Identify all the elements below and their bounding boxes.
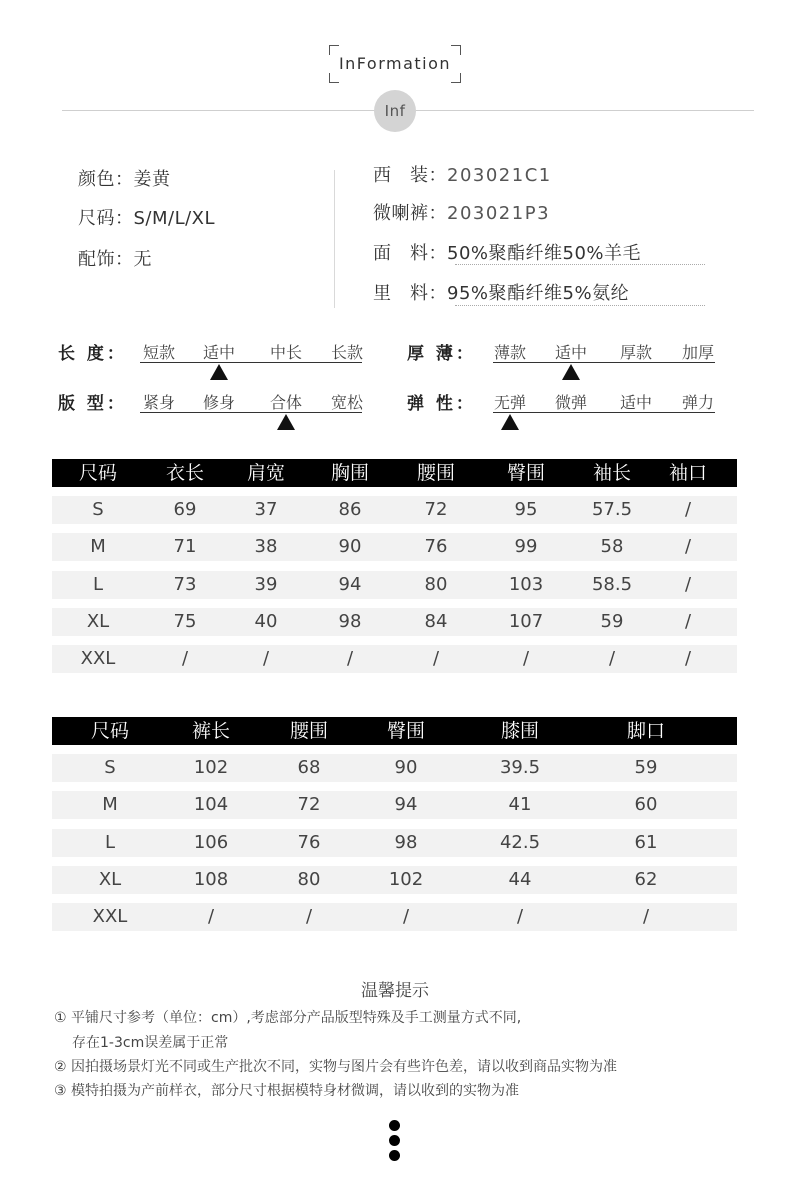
table-cell: L bbox=[92, 573, 104, 595]
table-cell: 75 bbox=[173, 610, 197, 632]
fit-option: 紧身 bbox=[142, 393, 175, 412]
table-row bbox=[52, 791, 737, 819]
table-cell: 108 bbox=[193, 868, 229, 890]
table-cell: 73 bbox=[173, 573, 197, 595]
table-cell: 71 bbox=[173, 536, 197, 558]
table-cell: 94 bbox=[394, 794, 418, 816]
length-option: 中长 bbox=[269, 343, 302, 362]
elasticity-option: 适中 bbox=[619, 393, 652, 412]
table-cell: 72 bbox=[297, 794, 321, 816]
table-row bbox=[52, 903, 737, 931]
accessory-value: 无 bbox=[133, 249, 152, 270]
length-option: 短款 bbox=[142, 343, 175, 362]
fit-option: 修身 bbox=[202, 393, 235, 412]
header-cell: 胸围 bbox=[330, 462, 370, 484]
table-cell: 42.5 bbox=[499, 831, 541, 853]
table-cell: / bbox=[684, 536, 692, 558]
table-cell: 76 bbox=[424, 536, 448, 558]
color-row bbox=[78, 165, 171, 191]
indicator-triangle-icon bbox=[501, 414, 519, 430]
table-cell: / bbox=[684, 573, 692, 595]
table-cell: 60 bbox=[634, 794, 658, 816]
indicator-triangle-icon bbox=[562, 364, 580, 380]
table-cell: 106 bbox=[193, 831, 229, 853]
header-cell: 膝围 bbox=[500, 720, 540, 742]
note-3: ③ 模特拍摄为产前样衣，部分尺寸根据模特身材微调，请以收到的实物为准 bbox=[54, 1083, 519, 1099]
table-cell: M bbox=[90, 536, 106, 558]
table-row bbox=[52, 496, 737, 524]
thickness-option: 加厚 bbox=[681, 343, 714, 362]
pants-label: 微喇裤： bbox=[373, 203, 447, 224]
table-cell: S bbox=[104, 757, 116, 778]
table-cell: / bbox=[181, 648, 189, 670]
header-cell: 腰围 bbox=[289, 720, 329, 742]
header-cell: 裤长 bbox=[191, 720, 231, 742]
table-cell: 99 bbox=[514, 536, 538, 558]
table-cell: / bbox=[305, 906, 313, 928]
table-header bbox=[52, 459, 737, 487]
table-cell: 59 bbox=[634, 757, 658, 778]
header-cell: 腰围 bbox=[416, 462, 456, 484]
table-cell: / bbox=[684, 610, 692, 632]
table-cell: 44 bbox=[508, 868, 532, 890]
table-cell: 90 bbox=[394, 757, 418, 778]
thickness-label: 厚 薄： bbox=[407, 344, 476, 364]
length-option: 适中 bbox=[202, 343, 235, 362]
lining-underline bbox=[455, 305, 705, 306]
fabric-value: 50%聚酯纤维50%羊毛 bbox=[447, 243, 642, 264]
length-label: 长 度： bbox=[58, 344, 127, 364]
elasticity-option: 微弹 bbox=[554, 393, 587, 412]
table-cell: 107 bbox=[508, 610, 544, 632]
fit-option: 合体 bbox=[269, 393, 302, 412]
table-cell: M bbox=[102, 794, 118, 816]
table-cell: XL bbox=[86, 610, 110, 632]
table-cell: 98 bbox=[338, 610, 362, 632]
table-cell: / bbox=[262, 648, 270, 670]
header-cell: 臀围 bbox=[386, 720, 426, 742]
table-row bbox=[52, 829, 737, 857]
table-cell: 102 bbox=[388, 868, 424, 890]
table-cell: 62 bbox=[634, 868, 658, 890]
table-row bbox=[52, 608, 737, 636]
accessory-label: 配饰： bbox=[78, 249, 134, 270]
table-row bbox=[52, 754, 737, 782]
table-cell: 90 bbox=[338, 536, 362, 558]
table-cell: XXL bbox=[92, 906, 128, 928]
elasticity-label: 弹 性： bbox=[407, 394, 476, 414]
size-value: S/M/L/XL bbox=[133, 208, 216, 229]
table-cell: 37 bbox=[254, 499, 278, 520]
table-cell: 39 bbox=[254, 573, 278, 595]
thickness-line bbox=[493, 362, 715, 363]
fit-option: 宽松 bbox=[330, 393, 363, 412]
suit-value: 203021C1 bbox=[447, 165, 552, 186]
table-cell: S bbox=[92, 499, 104, 520]
thickness-option: 薄款 bbox=[493, 343, 526, 362]
fit-line bbox=[140, 412, 362, 413]
table-cell: / bbox=[642, 906, 650, 928]
table-cell: 40 bbox=[254, 610, 278, 632]
note-1: ① 平铺尺寸参考（单位：cm）,考虑部分产品版型特殊及手工测量方式不同, bbox=[54, 1010, 522, 1026]
fit-label: 版 型： bbox=[58, 394, 127, 414]
info-badge: Inf bbox=[374, 90, 416, 132]
table-cell: / bbox=[207, 906, 215, 928]
indicator-triangle-icon bbox=[210, 364, 228, 380]
color-label: 颜色： bbox=[78, 169, 134, 190]
table-cell: 41 bbox=[508, 794, 532, 816]
table-cell: 59 bbox=[600, 610, 624, 632]
table-cell: 58.5 bbox=[591, 573, 633, 595]
section-title: InFormation bbox=[338, 54, 452, 73]
color-value: 姜黄 bbox=[133, 169, 171, 190]
table-cell: 72 bbox=[424, 499, 448, 520]
table-cell: / bbox=[608, 648, 616, 670]
table-cell: 95 bbox=[514, 499, 538, 520]
header-cell: 袖长 bbox=[592, 462, 632, 484]
lining-label: 里 料： bbox=[373, 283, 447, 304]
fabric-label: 面 料： bbox=[373, 243, 447, 264]
header-cell: 尺码 bbox=[78, 462, 118, 484]
table-cell: L bbox=[104, 831, 116, 853]
table-cell: 57.5 bbox=[591, 499, 633, 520]
table-cell: 102 bbox=[193, 757, 229, 778]
note-1-cont: 存在1-3cm误差属于正常 bbox=[72, 1035, 229, 1051]
table-cell: 94 bbox=[338, 573, 362, 595]
info-separator bbox=[334, 170, 335, 308]
table-cell: / bbox=[516, 906, 524, 928]
header-cell: 袖口 bbox=[668, 462, 708, 484]
table-cell: / bbox=[402, 906, 410, 928]
fabric-row bbox=[373, 239, 641, 265]
notes-title: 温馨提示 bbox=[361, 981, 429, 1001]
fabric-underline bbox=[455, 264, 705, 265]
suit-row bbox=[373, 161, 552, 187]
indicator-triangle-icon bbox=[277, 414, 295, 430]
thickness-option: 厚款 bbox=[619, 343, 652, 362]
suit-label: 西 装： bbox=[373, 165, 447, 186]
lining-value: 95%聚酯纤维5%氨纶 bbox=[447, 283, 630, 304]
table-cell: 98 bbox=[394, 831, 418, 853]
table-row bbox=[52, 645, 737, 673]
table-cell: 69 bbox=[173, 499, 197, 520]
table-cell: XL bbox=[98, 868, 122, 890]
table-cell: / bbox=[432, 648, 440, 670]
table-cell: / bbox=[346, 648, 354, 670]
table-cell: 39.5 bbox=[499, 757, 541, 778]
elasticity-option: 弹力 bbox=[681, 393, 714, 412]
table-header bbox=[52, 717, 737, 745]
pants-row bbox=[373, 199, 550, 225]
header-cell: 臀围 bbox=[506, 462, 546, 484]
table-cell: 68 bbox=[297, 757, 321, 778]
table-cell: 84 bbox=[424, 610, 448, 632]
size-row bbox=[78, 204, 215, 230]
table-cell: 76 bbox=[297, 831, 321, 853]
table-cell: / bbox=[522, 648, 530, 670]
table-row bbox=[52, 571, 737, 599]
header-cell: 肩宽 bbox=[246, 462, 286, 484]
table-cell: 86 bbox=[338, 499, 362, 520]
table-row bbox=[52, 866, 737, 894]
table-cell: XXL bbox=[80, 648, 116, 670]
lining-row bbox=[373, 279, 629, 305]
table-cell: / bbox=[684, 648, 692, 670]
pants-value: 203021P3 bbox=[447, 203, 551, 224]
table-cell: 61 bbox=[634, 831, 658, 853]
information-title-frame bbox=[329, 45, 461, 83]
table-cell: 58 bbox=[600, 536, 624, 558]
length-option: 长款 bbox=[330, 343, 363, 362]
thickness-option: 适中 bbox=[554, 343, 587, 362]
table-cell: 80 bbox=[297, 868, 321, 890]
table-cell: 38 bbox=[254, 536, 278, 558]
elasticity-option: 无弹 bbox=[493, 393, 526, 412]
table-cell: 104 bbox=[193, 794, 229, 816]
table-cell: 103 bbox=[508, 573, 544, 595]
header-cell: 尺码 bbox=[90, 720, 130, 742]
elasticity-line bbox=[493, 412, 715, 413]
table-cell: / bbox=[684, 499, 692, 520]
header-cell: 脚口 bbox=[626, 720, 666, 742]
accessory-row bbox=[78, 245, 152, 271]
table-row bbox=[52, 533, 737, 561]
table-cell: 80 bbox=[424, 573, 448, 595]
header-cell: 衣长 bbox=[165, 462, 205, 484]
note-2: ② 因拍摄场景灯光不同或生产批次不同，实物与图片会有些许色差，请以收到商品实物为准 bbox=[54, 1059, 617, 1075]
size-label: 尺码： bbox=[78, 208, 134, 229]
length-line bbox=[140, 362, 362, 363]
